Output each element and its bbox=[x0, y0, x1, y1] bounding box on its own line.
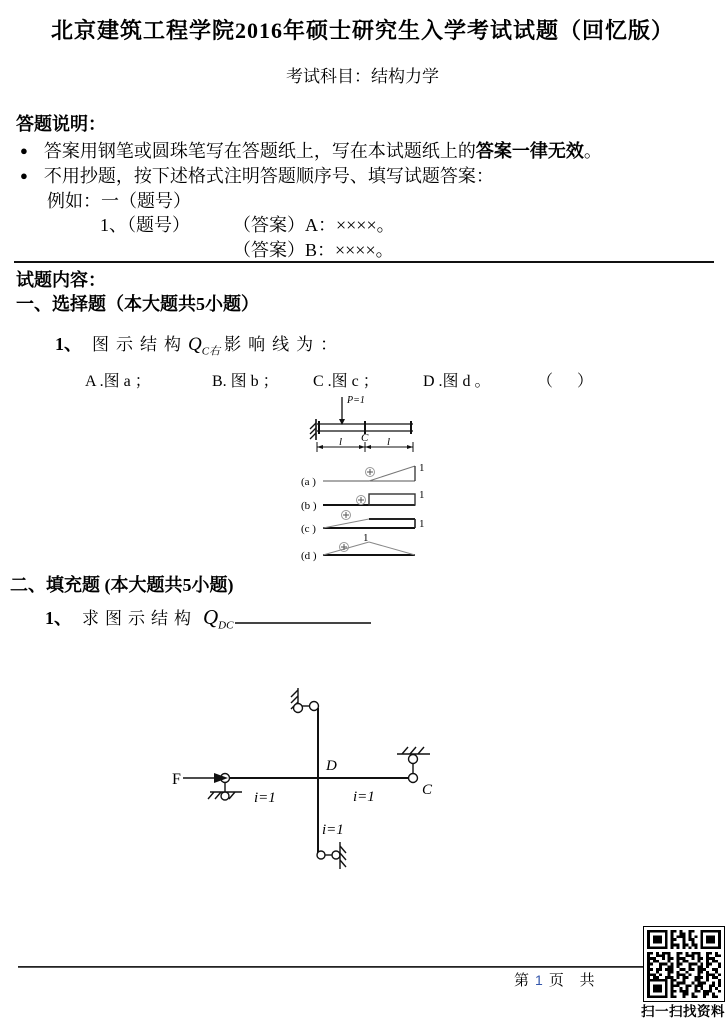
s1-q1-text-post: 影响线为： bbox=[224, 335, 345, 354]
point-c-label: C bbox=[361, 432, 369, 444]
instruction-bullet-1 bbox=[20, 137, 602, 163]
s2-q1-formula bbox=[203, 605, 234, 632]
value-d: 1 bbox=[363, 532, 369, 544]
frame-structure-figure bbox=[150, 670, 480, 880]
influence-lines-figure bbox=[299, 457, 449, 567]
instructions-heading: 答题说明： bbox=[16, 114, 106, 134]
label-a: (a ) bbox=[301, 476, 316, 488]
footer-page-indicator bbox=[514, 969, 601, 990]
s1-q1-number: 1、 bbox=[55, 334, 82, 354]
stiffness-bottom-label: i=1 bbox=[322, 822, 344, 838]
s2-q1-number: 1、 bbox=[45, 608, 72, 628]
force-label: F bbox=[172, 771, 181, 788]
influence-option-b bbox=[301, 489, 425, 512]
dim-arrow-icon bbox=[365, 445, 371, 449]
beam-figure bbox=[303, 389, 433, 459]
label-b: (b ) bbox=[301, 500, 317, 512]
section2-heading: 二、填充题 (本大题共5小题) bbox=[10, 575, 234, 595]
option-b: B. 图 b ； bbox=[212, 373, 279, 390]
influence-option-a bbox=[301, 462, 425, 488]
s1-q1-text-pre: 图示结构 bbox=[92, 335, 188, 354]
footer-page-number: 1 bbox=[535, 972, 549, 988]
qr-code-image bbox=[647, 930, 721, 998]
formula-Q: Q bbox=[188, 334, 202, 355]
s1-q1-formula bbox=[188, 334, 221, 358]
qr-code bbox=[643, 926, 725, 1002]
page-title: 北京建筑工程学院2016年硕士研究生入学考试试题（回忆版） bbox=[50, 18, 674, 43]
bullet-icon: ● bbox=[20, 168, 28, 183]
plus-sign-icon bbox=[358, 497, 364, 503]
load-label: P=1 bbox=[347, 395, 365, 406]
formula-Q: Q bbox=[203, 605, 219, 629]
s2-q1-line bbox=[45, 604, 371, 631]
node-c-label: C bbox=[422, 782, 433, 798]
value-a: 1 bbox=[419, 462, 425, 474]
label-c: (c ) bbox=[301, 523, 316, 535]
footer-label-post: 页 共 bbox=[548, 973, 601, 989]
influence-option-d bbox=[301, 532, 415, 562]
label-d: (d ) bbox=[301, 550, 317, 562]
qr-caption: 扫一扫找资料 bbox=[641, 1004, 725, 1019]
value-b: 1 bbox=[419, 489, 425, 501]
bottom-link-support bbox=[317, 842, 346, 869]
formula-sub: C右 bbox=[201, 345, 221, 358]
option-c: C .图 c ； bbox=[313, 373, 379, 390]
bullet2-text: 不用抄题，按下述格式注明答题顺序号、填写试题答案： bbox=[43, 166, 494, 186]
answer-parentheses: （ ） bbox=[537, 373, 594, 390]
left-fixed-support bbox=[310, 419, 316, 440]
example-question-no: 1、（题号） bbox=[100, 215, 190, 235]
example-intro: 例如：一（题号） bbox=[47, 191, 191, 211]
dim-arrow-icon bbox=[317, 445, 323, 449]
node-d-label: D bbox=[326, 758, 337, 774]
formula-sub: DC bbox=[218, 619, 234, 632]
section-divider-line bbox=[14, 261, 714, 263]
stiffness-left-label: i=1 bbox=[254, 790, 276, 806]
footer-label-pre: 第 bbox=[514, 973, 536, 989]
plus-sign-icon bbox=[341, 544, 347, 550]
s1-q1-line bbox=[55, 330, 344, 358]
bullet1-bold-text: 答案一律无效 bbox=[475, 141, 584, 161]
dim-l-right: l bbox=[387, 436, 391, 448]
instruction-bullet-2 bbox=[20, 162, 494, 188]
option-a: A .图 a ； bbox=[85, 373, 151, 390]
plus-sign-icon bbox=[367, 469, 373, 475]
dim-l-left: l bbox=[339, 436, 343, 448]
s2-q1-text: 求图示结构 bbox=[82, 609, 197, 628]
content-heading: 试题内容： bbox=[16, 270, 106, 290]
answer-blank-line bbox=[235, 610, 371, 624]
stiffness-right-label: i=1 bbox=[353, 789, 375, 805]
bullet1-text: 答案用钢笔或圆珠笔写在答题纸上，写在本试题纸上的 bbox=[43, 141, 476, 161]
footer-divider-line bbox=[18, 966, 725, 968]
bullet-icon: ● bbox=[20, 143, 28, 158]
dim-arrow-icon bbox=[359, 445, 365, 449]
dim-arrow-icon bbox=[407, 445, 413, 449]
section1-heading: 一、选择题（本大题共5小题） bbox=[16, 294, 259, 314]
value-c: 1 bbox=[419, 518, 425, 530]
subject-line: 考试科目：结构力学 bbox=[286, 67, 439, 86]
option-d: D .图 d 。 bbox=[423, 373, 491, 390]
bullet1-period: 。 bbox=[583, 141, 602, 161]
example-answer-b: （答案）B：××××。 bbox=[233, 240, 394, 260]
example-answer-a: （答案）A：××××。 bbox=[233, 215, 395, 235]
plus-sign-icon bbox=[343, 512, 349, 518]
top-link-support bbox=[291, 688, 319, 713]
